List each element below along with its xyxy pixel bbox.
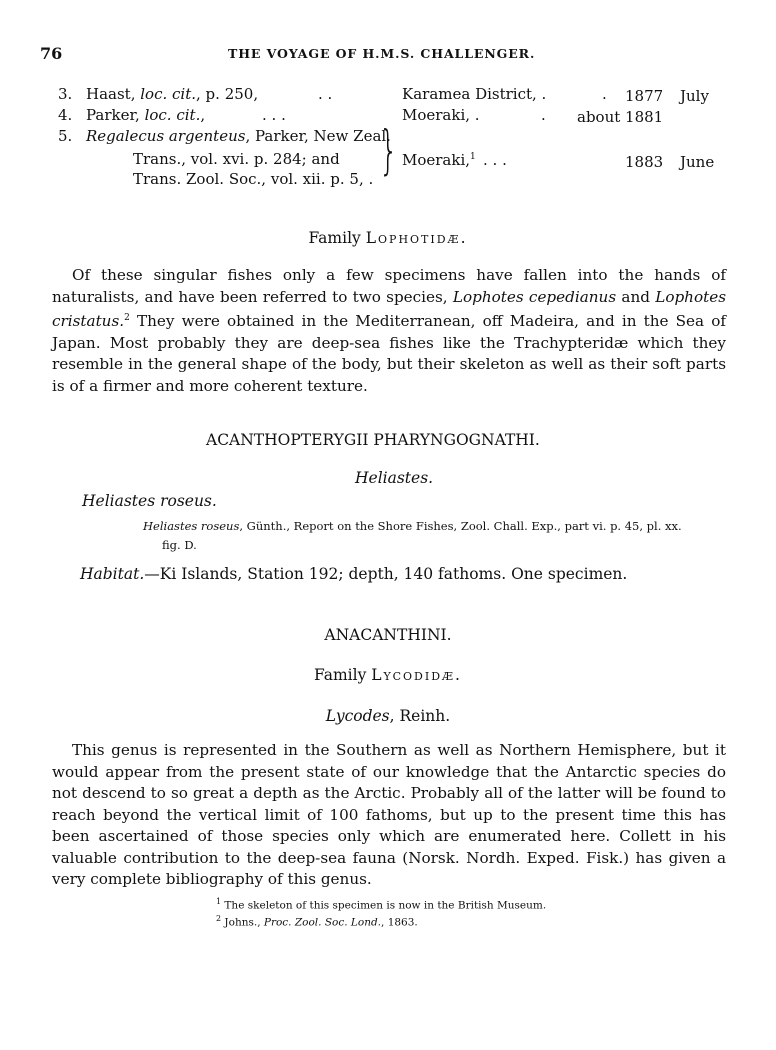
record-5-line2: Trans., vol. xvi. p. 284; and [133,150,340,168]
record-4-dots2: . [541,106,546,124]
habitat-label: Habitat. [80,565,145,583]
record-4-author: Parker, [86,106,140,124]
record-5-month: June [680,153,715,171]
citation-text: , Günth., Report on the Shore Fishes, Zool. Chall. Exp., part vi. p. 45, pl. xx. [239,519,682,533]
record-5-num: 5. [58,127,73,145]
footnote-1-mark: 1 [216,897,222,906]
footnote-2-journal: Proc. Zool. Soc. Lond. [263,916,382,929]
paragraph-lophotidae [52,265,726,397]
record-5-line1 [86,127,391,145]
genus2-name: Lycodes [325,707,390,725]
record-4-comma: , [200,106,206,124]
record-4-year: about 1881 [577,108,664,126]
footnote-2-mark: 2 [216,914,222,923]
footnote-2 [216,914,418,929]
record-5-locality [402,151,476,169]
record-5-locality-name: Moeraki, [402,151,471,169]
species-lophotes-cepedianus: Lophotes cepedianus [452,287,617,306]
footnote-1-text: The skeleton of this specimen is now in the British Museum. [221,899,547,912]
record-3-locality: Karamea District, . [402,85,547,103]
citation-species-name: Heliastes roseus [143,519,240,533]
family2-prefix: Family [314,666,367,684]
footnote-1 [216,897,546,912]
record-4-locality: Moeraki, . [402,106,480,124]
record-3-num: 3. [58,85,73,103]
habitat-text: —Ki Islands, Station 192; depth, 140 fathoms. One specimen. [144,565,628,583]
record-5-footnote-mark: 1 [470,152,476,162]
record-4-citation [86,106,205,124]
record-5-species: Regalecus argenteus [86,127,246,145]
record-4-num: 4. [58,106,73,124]
habitat-heliastes [80,565,627,583]
record-4-dots: . . . [262,106,286,124]
family-heading-lycodidae [0,666,776,684]
genus-heading-heliastes: Heliastes. [355,469,434,487]
footnote-2-end: , 1863. [381,916,418,929]
species-lophotes-cristatus: Lophotes cristatus. [52,287,726,331]
citation-heliastes [143,519,682,533]
record-5-dots: . . . [483,151,507,169]
page-number: 76 [40,44,63,63]
record-3-year: 1877 [625,87,664,105]
para1-footnote-mark: 2 [124,313,130,323]
record-3-author: Haast, [86,85,136,103]
family-prefix: Family [308,229,361,247]
brace-glyph: } [379,120,399,182]
record-3-ref: loc. cit. [140,85,197,103]
record-3-page: , p. 250, [196,85,259,103]
genus-heading-lycodes [0,707,776,725]
para1-text-a: Of these singular fishes only a few specimens have fallen into the hands of naturalists, and have been referred to two species, [52,266,726,306]
record-5-year: 1883 [625,153,664,171]
footnote-2-text: Johns., [221,916,264,929]
record-3-citation [86,85,258,103]
section-heading-anacanthini: ANACANTHINI. [324,626,452,644]
record-5-line3: Trans. Zool. Soc., vol. xii. p. 5, . [133,170,374,188]
para1-text-c: They were obtained in the Mediterranean, off Madeira, and in the Sea of Japan. Most probably they are deep-sea fishes like the Trachypteridæ which they resemble in the general shape of the body, but their skeleton as well as their soft parts is of a firmer and more coherent texture. [52,312,726,395]
record-3-dots: . . [318,85,333,103]
paragraph-lycodes: This genus is represented in the Southern as well as Northern Hemisphere, but it would appear from the present state of our knowledge that the Antarctic species do not descend to so great a depth as the Arctic. Probably all of the latter will be found to reach beyond the vertical limit of 100 fathoms, but up to the present time this has been ascertained of those species only which are enumerated here. Collett in his valuable contribution to the deep-sea fauna (Norsk. Nordh. Exped. Fisk.) has given a very complete bibliography of this genus. [52,741,726,888]
running-title: THE VOYAGE OF H.M.S. CHALLENGER. [228,46,536,61]
species-heading-heliastes-roseus: Heliastes roseus. [82,492,217,510]
citation-continued: fig. D. [162,538,197,552]
family-heading-lophotidae [0,229,776,247]
para1-text-b: and [616,287,656,306]
genus2-author: , Reinh. [389,707,451,725]
family-name: Lophotidæ. [365,229,468,247]
record-5-rest1: , Parker, New Zeal. [245,127,391,145]
record-3-dots2: . [602,85,607,103]
record-3-month: July [680,87,709,105]
section-heading-pharyngognathi: ACANTHOPTERYGII PHARYNGOGNATHI. [206,431,540,449]
record-4-ref: loc. cit. [144,106,201,124]
family2-name: Lycodidæ. [371,666,462,684]
